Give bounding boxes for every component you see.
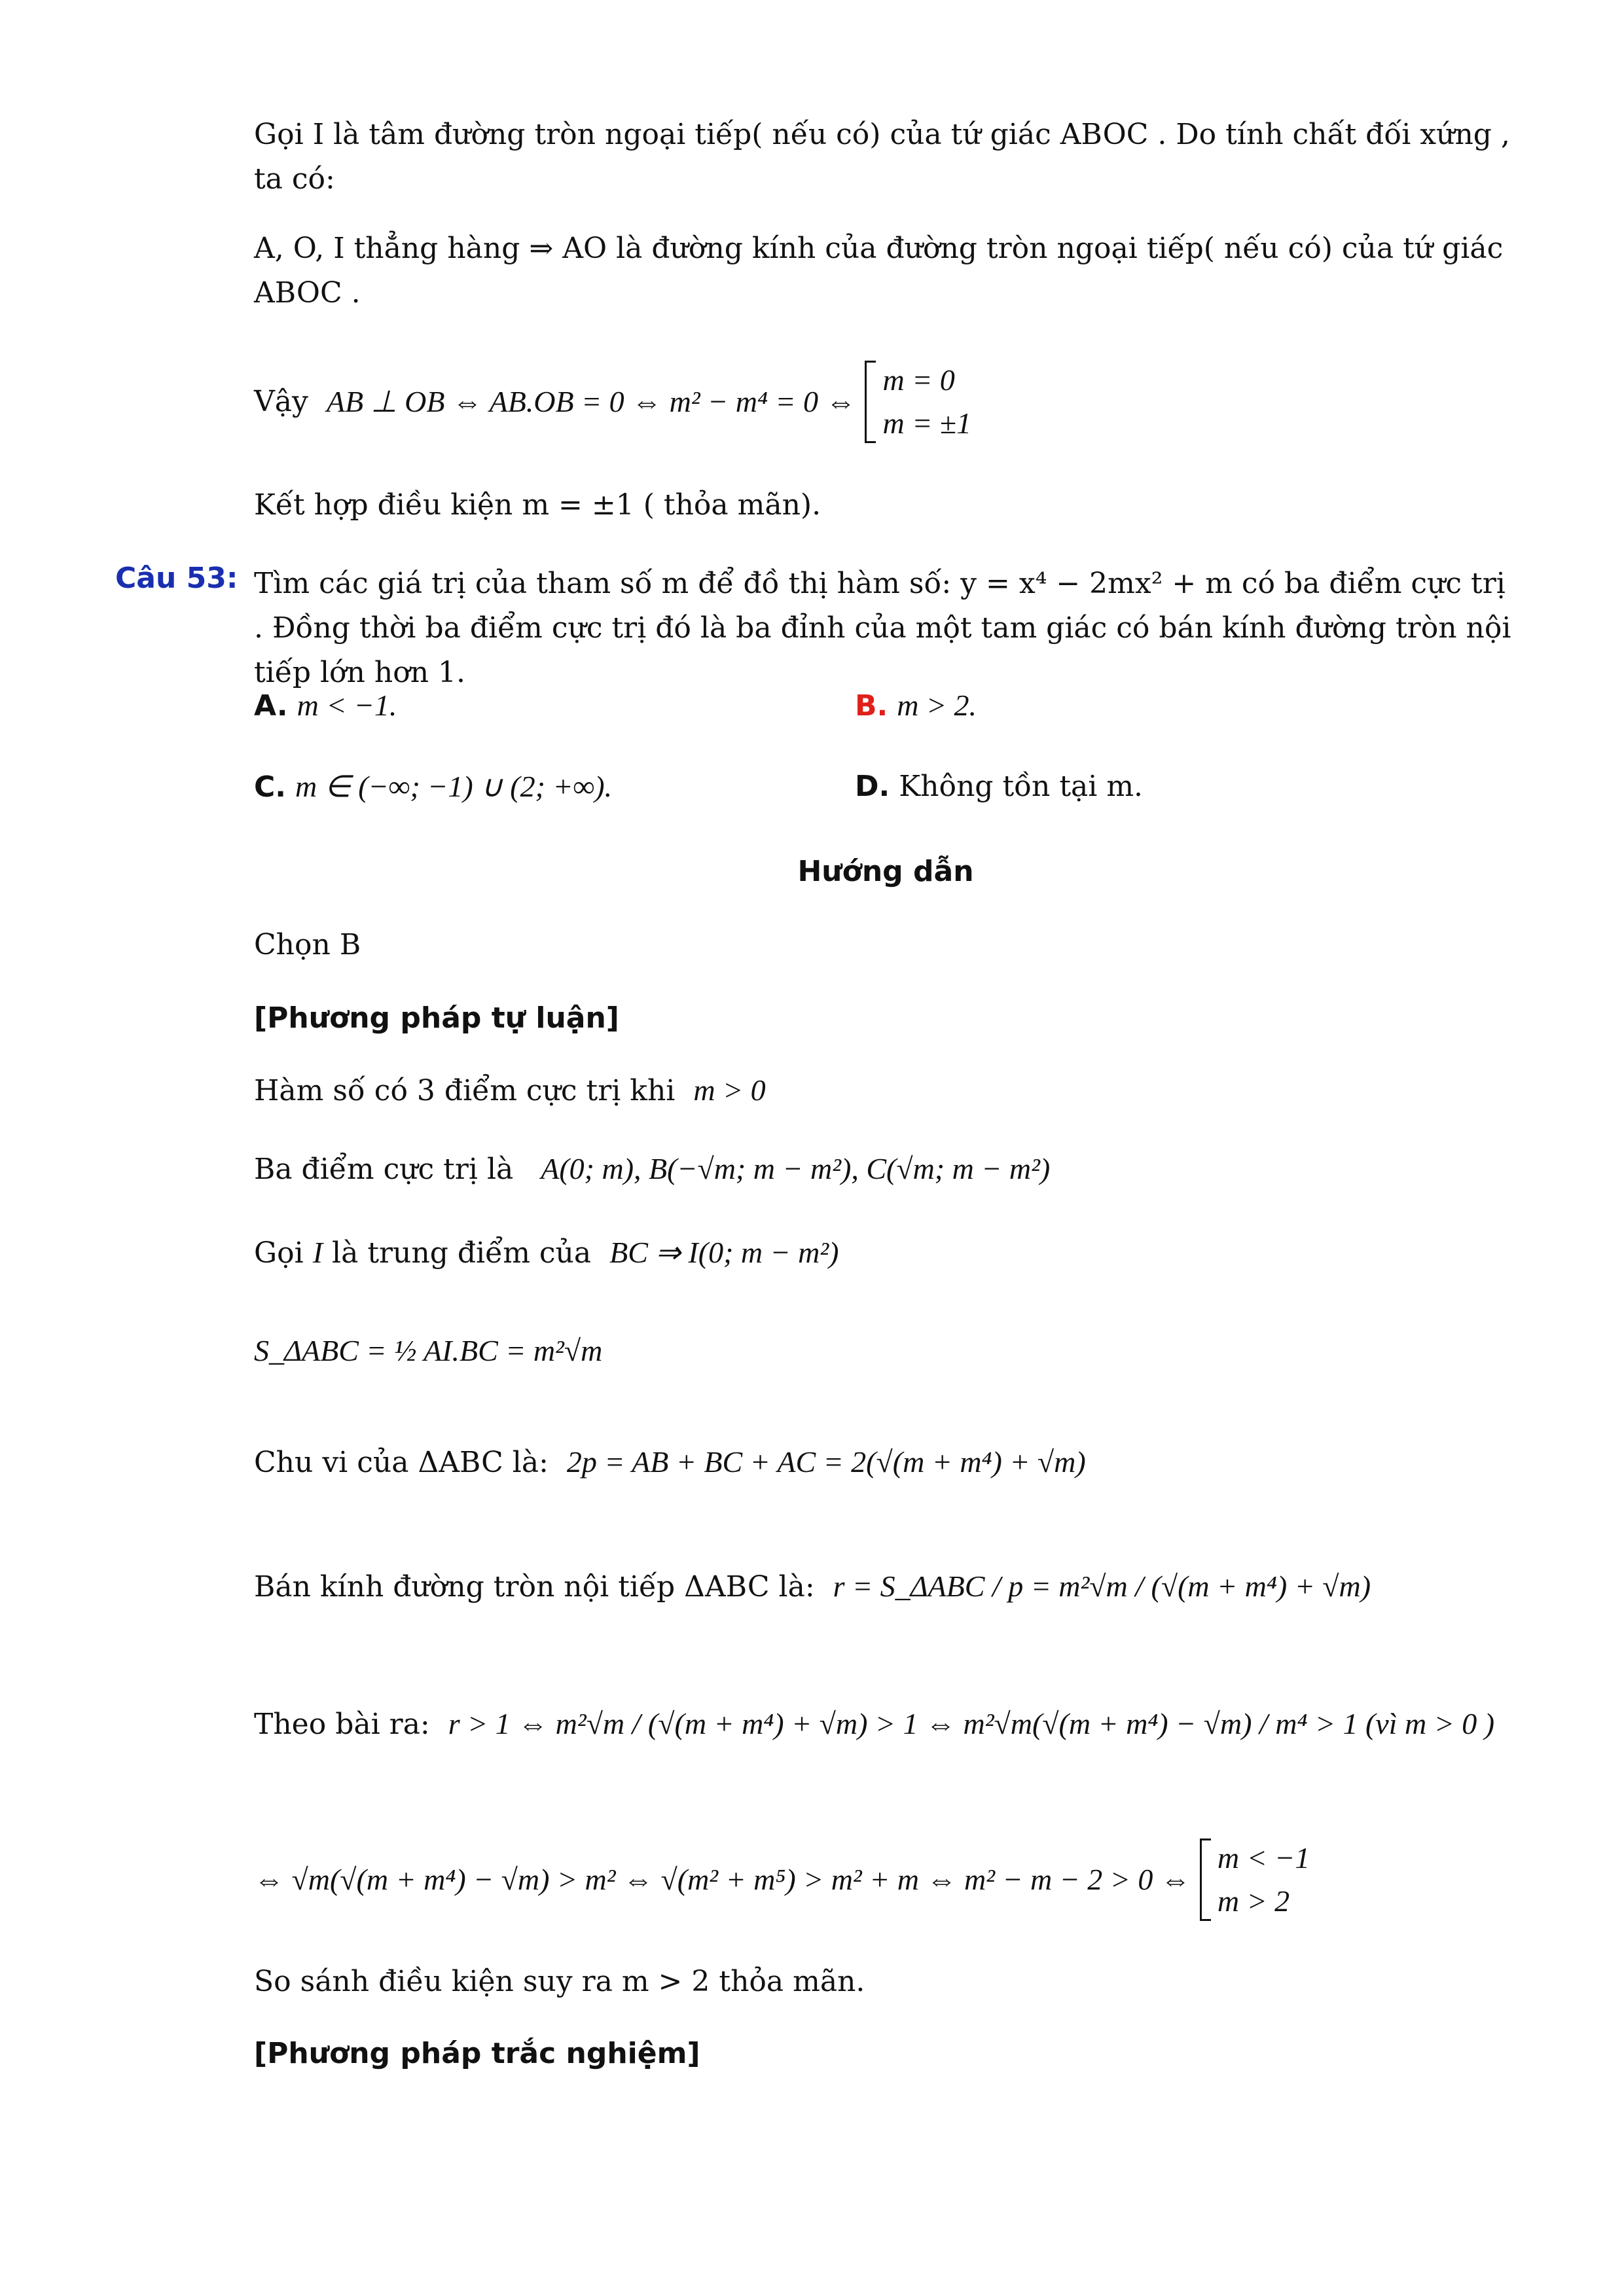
intro-p3-math: AB ⊥ OB ⇔ AB.OB = 0 ⇔ m² − m⁴ = 0 ⇔ xyxy=(326,385,856,418)
option-c-text: m ∈ (−∞; −1) ∪ (2; +∞). xyxy=(295,770,613,803)
solution-line-5 xyxy=(254,1440,1517,1485)
line-1-math: m > 0 xyxy=(693,1073,766,1107)
solution-choice: Chọn B xyxy=(254,928,361,961)
option-b-text: m > 2. xyxy=(897,689,977,722)
intro-paragraph-4: Kết hợp điều kiện m = ±1 ( thỏa mãn). xyxy=(254,488,821,522)
intro-paragraph-3 xyxy=(254,359,1517,445)
solution-line-2 xyxy=(254,1147,1517,1192)
method-2-heading: [Phương pháp trắc nghiệm] xyxy=(254,2037,700,2070)
solution-line-9: So sánh điều kiện suy ra m > 2 thỏa mãn. xyxy=(254,1965,865,1998)
line-5-math: 2p = AB + BC + AC = 2(√(m + m⁴) + √m) xyxy=(566,1445,1086,1479)
option-c-letter: C. xyxy=(254,770,287,804)
line-8-math: ⇔ √m(√(m + m⁴) − √m) > m² ⇔ √(m² + m⁵) > m² + m ⇔ m² − m − 2 > 0 ⇔ xyxy=(254,1863,1191,1896)
option-d xyxy=(855,764,1431,809)
line-5-text: Chu vi của ΔABC là: xyxy=(254,1446,549,1479)
intro-paragraph-1: Gọi I là tâm đường tròn ngoại tiếp( nếu có) của tứ giác ABOC . Do tính chất đối xứng , ta có: xyxy=(254,118,1510,196)
line-3-text-a: Gọi xyxy=(254,1236,304,1270)
intro-p3-cases xyxy=(865,359,971,445)
option-c xyxy=(254,764,830,810)
option-d-letter: D. xyxy=(855,770,890,803)
option-d-text: Không tồn tại m. xyxy=(899,770,1144,803)
line-7-math: r > 1 ⇔ m²√m / (√(m + m⁴) + √m) > 1 ⇔ m²√m(√(m + m⁴) − √m) / m⁴ > 1 (vì m > 0 ) xyxy=(448,1707,1495,1740)
line-1-text: Hàm số có 3 điểm cực trị khi xyxy=(254,1074,676,1107)
line-3-math: BC ⇒ I(0; m − m²) xyxy=(609,1236,839,1269)
intro-p3-prefix: Vậy xyxy=(254,385,308,418)
line-3-text-b: là trung điểm của xyxy=(332,1236,592,1270)
solution-line-1 xyxy=(254,1068,1517,1113)
question-text: Tìm các giá trị của tham số m để đồ thị hàm số: y = x⁴ − 2mx² + m có ba điểm cực trị . Đồng thời ba điểm cực trị đó là ba đỉnh của một tam giác có bán kính đường tròn nội tiếp lớn hơn 1. xyxy=(254,567,1511,689)
line-4-math: S_ΔABC = ½ AI.BC = m²√m xyxy=(254,1334,603,1367)
solution-heading: Hướng dẫn xyxy=(797,855,974,888)
intro-paragraph-2: A, O, I thẳng hàng ⇒ AO là đường kính của đường tròn ngoại tiếp( nếu có) của tứ giác ABOC . xyxy=(254,232,1504,310)
line-7-text: Theo bài ra: xyxy=(254,1708,430,1741)
intro-p3-case1: m = 0 xyxy=(882,363,955,397)
solution-line-4 xyxy=(254,1329,1517,1374)
question-label: Câu 53: xyxy=(115,562,238,595)
solution-line-8 xyxy=(254,1837,1517,1923)
solution-line-3: Gọi I là trung điểm của BC ⇒ I(0; m − m²) xyxy=(254,1236,839,1270)
option-b-letter: B. xyxy=(855,689,888,723)
option-a-letter: A. xyxy=(254,689,288,723)
option-a-text: m < −1. xyxy=(297,689,397,722)
option-b xyxy=(855,683,1431,728)
intro-p3-case2: m = ±1 xyxy=(882,406,971,440)
line-6-text: Bán kính đường tròn nội tiếp ΔABC là: xyxy=(254,1570,815,1604)
solution-line-6 xyxy=(254,1564,1517,1609)
line-2-text: Ba điểm cực trị là xyxy=(254,1153,514,1186)
line-8-case1: m < −1 xyxy=(1217,1841,1310,1874)
line-2-math: A(0; m), B(−√m; m − m²), C(√m; m − m²) xyxy=(541,1152,1051,1185)
option-a xyxy=(254,683,830,728)
line-8-case2: m > 2 xyxy=(1217,1884,1290,1918)
line-6-math: r = S_ΔABC / p = m²√m / (√(m + m⁴) + √m) xyxy=(833,1570,1371,1603)
solution-line-7 xyxy=(254,1702,1517,1747)
method-1-heading: [Phương pháp tự luận] xyxy=(254,1001,619,1035)
line-8-cases xyxy=(1200,1837,1310,1923)
